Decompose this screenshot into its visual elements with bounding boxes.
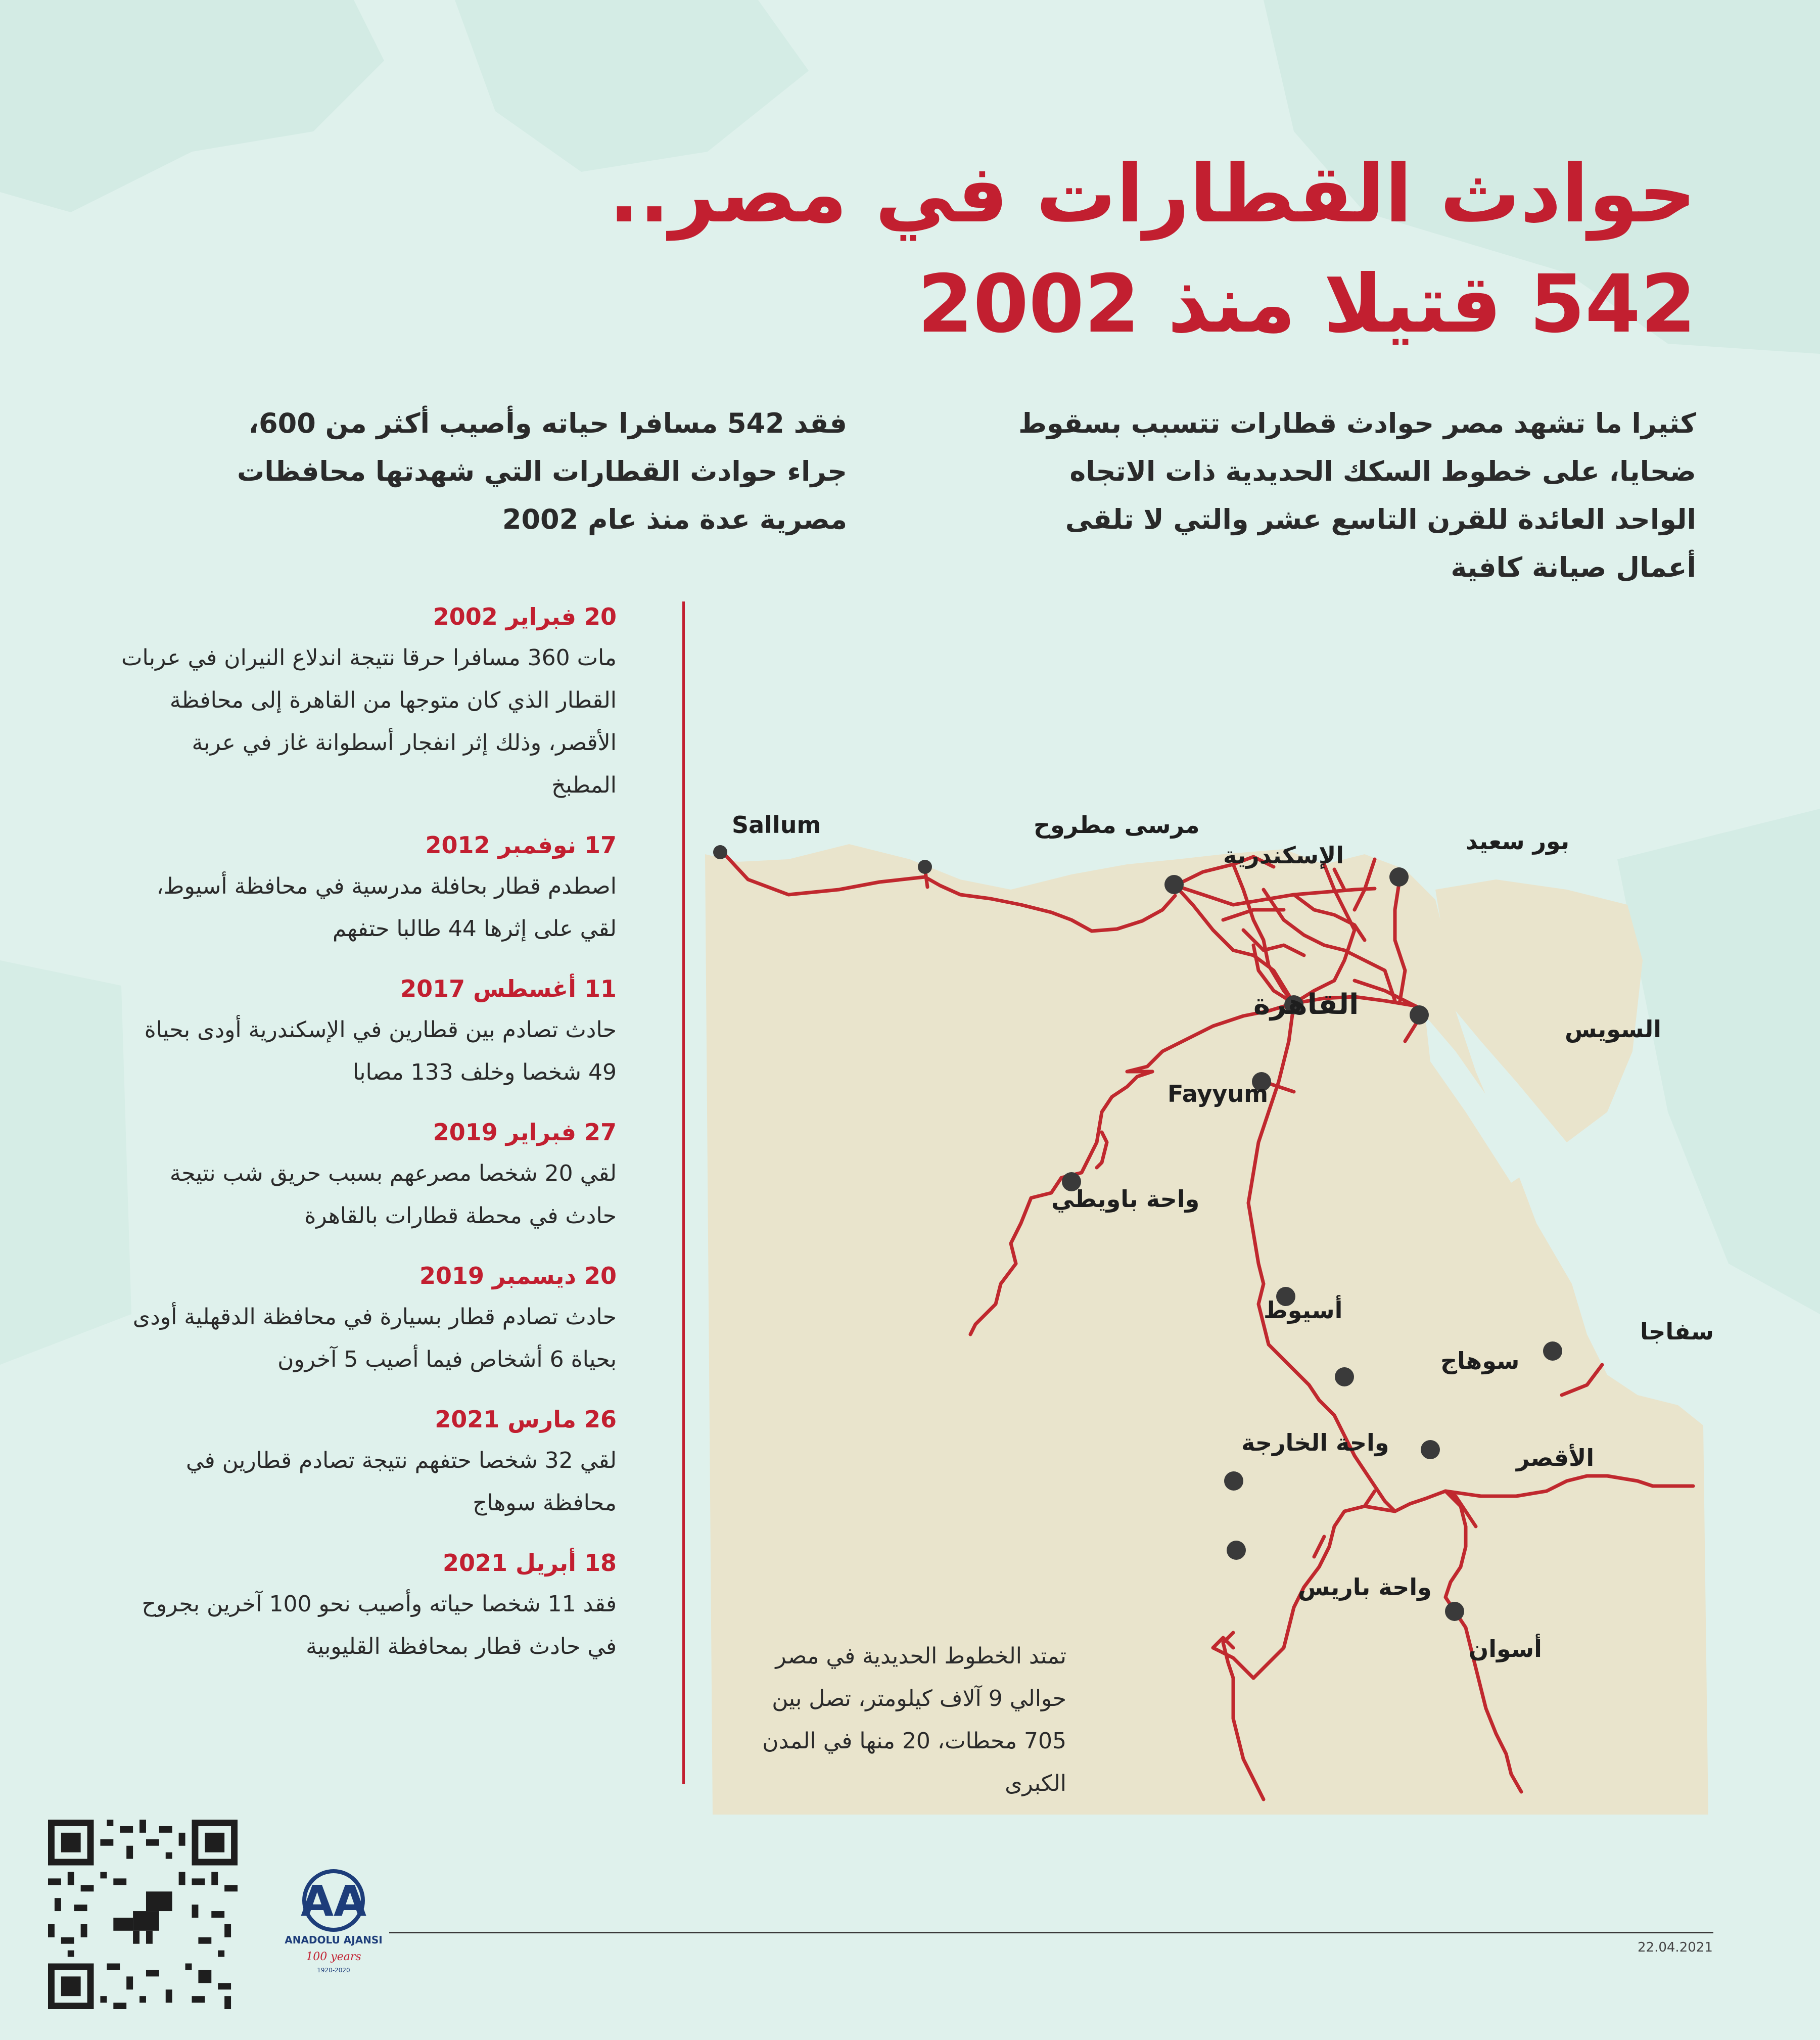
intro-paragraph-left: فقد 542 مسافرا حياته وأصيب أكثر من 600، جراء حوادث القطارات التي شهدتها محافظات مصرية عدة منذ عام 2002	[237, 407, 847, 535]
label-sallum: Sallum	[732, 811, 821, 839]
event-date: 26 مارس 2021	[435, 1406, 617, 1433]
station-port-said	[1389, 867, 1409, 887]
event-text: اصطدم قطار بحافلة مدرسية في محافظة أسيوط، لقي على إثرها 44 طالبا حتفهم	[156, 873, 617, 942]
publish-date: 22.04.2021	[1638, 1940, 1713, 1955]
label-baris: واحة باريس	[1298, 1573, 1432, 1601]
footer-divider	[389, 1932, 1713, 1933]
label-safaga: سفاجا	[1640, 1318, 1714, 1345]
logo-mark: AA	[300, 1876, 367, 1926]
label-bawiti: واحة باويطي	[1051, 1185, 1200, 1213]
event-text: لقي 20 شخصا مصرعهم بسبب حريق شب نتيجة حادث في محطة قطارات بالقاهرة	[169, 1161, 617, 1229]
intro-paragraph-right: كثيرا ما تشهد مصر حوادث قطارات تتسبب بسقوط ضحايا، على خطوط السكك الحديدية ذات الاتجاه الواحد العائدة للقرن التاسع عشر والتي لا تلقى أعمال صيانة كافية	[1018, 407, 1696, 583]
label-cairo: القاهرة	[1253, 988, 1359, 1021]
event-text: حادث تصادم قطار بسيارة في محافظة الدقهلية أودى بحياة 6 أشخاص فيما أصيب 5 آخرون	[132, 1304, 617, 1372]
station-luxor	[1421, 1440, 1440, 1459]
logo-anniversary-range: 1920-2020	[317, 1967, 350, 1974]
title-line-2: 542 قتيلا منذ 2002	[917, 258, 1696, 351]
label-asyut: أسيوط	[1264, 1296, 1343, 1324]
event-date: 27 فبراير 2019	[433, 1119, 617, 1146]
event-date: 20 فبراير 2002	[433, 603, 617, 630]
qr-code	[48, 1820, 238, 2009]
label-port-said: بور سعيد	[1466, 827, 1570, 855]
station-marsa-matruh	[918, 860, 932, 874]
station-suez	[1410, 1005, 1429, 1025]
event-date: 11 أغسطس 2017	[400, 975, 617, 1002]
label-luxor: الأقصر	[1516, 1444, 1595, 1471]
anadolu-agency-logo	[283, 1865, 384, 1986]
label-suez: السويس	[1565, 1015, 1661, 1043]
event-text: حادث تصادم بين قطارين في الإسكندرية أودى بحياة 49 شخصا وخلف 133 مصابا	[144, 1017, 617, 1085]
label-alexandria: الإسكندرية	[1223, 842, 1344, 869]
event-date: 20 ديسمبر 2019	[419, 1262, 617, 1289]
station-sallum	[713, 845, 727, 859]
label-marsa-matruh: مرسى مطروح	[1034, 811, 1200, 839]
station-sohag	[1335, 1367, 1354, 1386]
logo-anniversary: 100 years	[306, 1951, 361, 1963]
station-baris	[1227, 1541, 1246, 1560]
label-fayyum: Fayyum	[1168, 1080, 1269, 1107]
station-aswan	[1445, 1602, 1464, 1621]
title-line-1: حوادث القطارات في مصر..	[609, 148, 1696, 241]
station-alexandria	[1164, 875, 1184, 894]
event-text: لقي 32 شخصا حتفهم نتيجة تصادم قطارين في محافظة سوهاج	[185, 1448, 617, 1516]
rail-network-note: تمتد الخطوط الحديدية في مصر حوالي 9 آلاف كيلومتر، تصل بين 705 محطات، 20 منها في المدن الكبرى	[762, 1643, 1066, 1796]
logo-agency-name: ANADOLU AJANSI	[285, 1934, 383, 1946]
event-date: 18 أبريل 2021	[442, 1549, 617, 1577]
event-text: مات 360 مسافرا حرقا نتيجة اندلاع النيران في عربات القطار الذي كان متوجها من القاهرة إلى محافظة الأقصر، وذلك إثر انفجار أسطوانة غاز في عربة المطبخ	[121, 645, 617, 798]
station-safaga	[1543, 1341, 1562, 1361]
station-kharga	[1224, 1471, 1243, 1491]
label-kharga: واحة الخارجة	[1241, 1429, 1389, 1456]
event-date: 17 نوفمبر 2012	[425, 831, 617, 859]
event-text: فقد 11 شخصا حياته وأصيب نحو 100 آخرين بجروح في حادث قطار بمحافظة القليوبية	[142, 1591, 617, 1659]
label-sohag: سوهاج	[1440, 1347, 1520, 1374]
label-aswan: أسوان	[1469, 1635, 1542, 1662]
